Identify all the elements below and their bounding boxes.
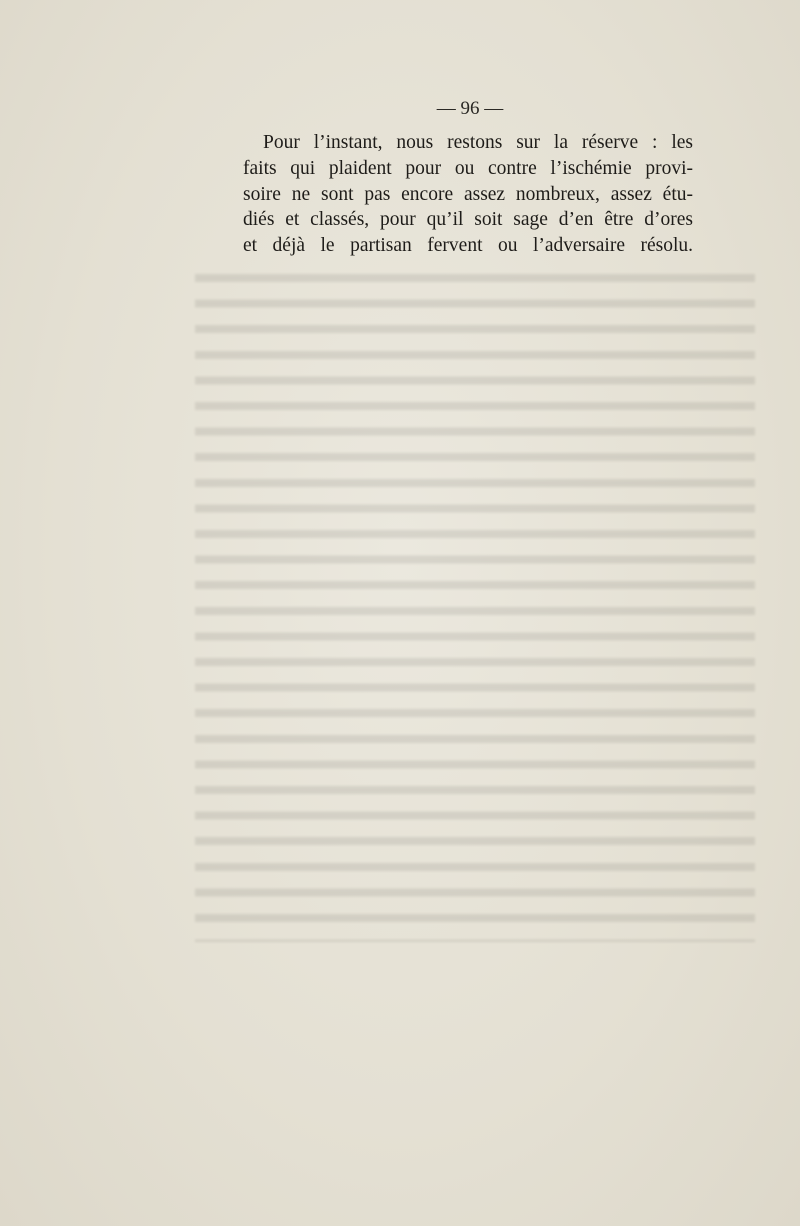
paragraph-line: et déjà le partisan fervent ou l’adversaire résolu.: [243, 235, 693, 257]
show-through-text: [195, 262, 755, 942]
page-number: — 96 —: [436, 98, 504, 119]
paragraph-line: Pour l’instant, nous restons sur la réserve : les: [263, 132, 693, 153]
paragraph-line: diés et classés, pour qu’il soit sage d’en être d’ores: [243, 209, 693, 231]
paragraph-line: soire ne sont pas encore assez nombreux, assez étu-: [243, 183, 693, 205]
paragraph-line: faits qui plaident pour ou contre l’ischémie provi-: [243, 157, 693, 179]
paragraph: [243, 130, 693, 259]
